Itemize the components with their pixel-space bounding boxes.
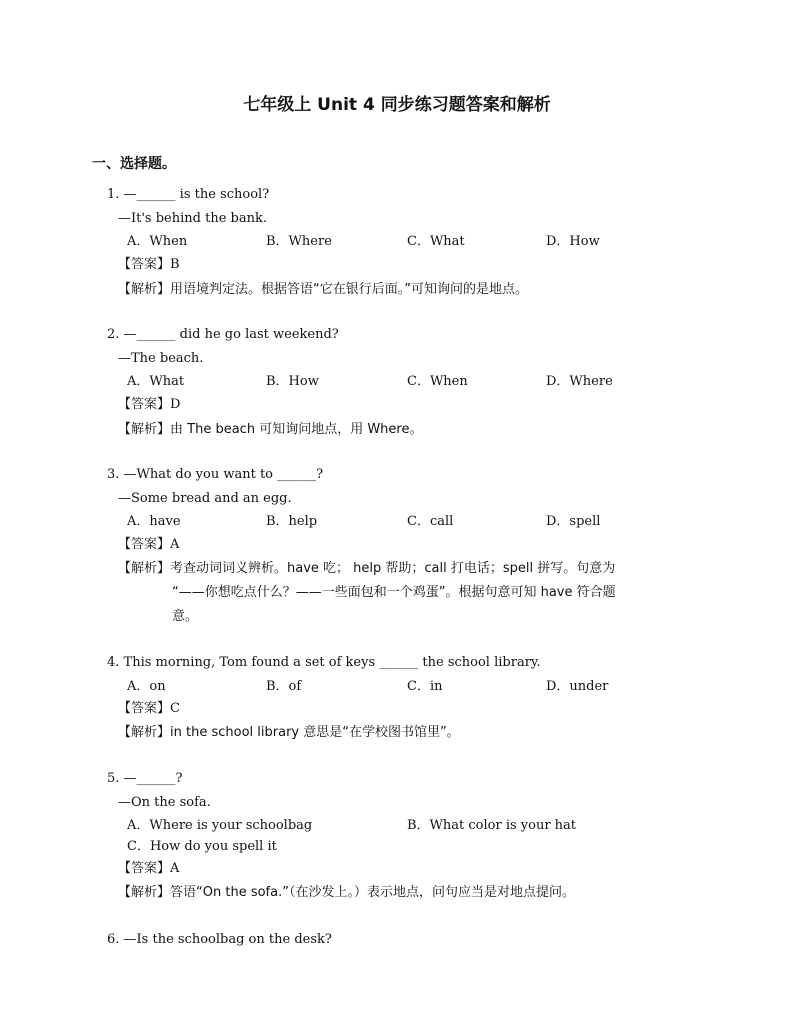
question-stem: 4. This morning, Tom found a set of keys ______ the school library.: [107, 655, 541, 670]
answer-tag: 【答案】: [118, 397, 171, 412]
answer-value: C: [170, 701, 180, 716]
analysis-tag: 【解析】: [118, 725, 171, 740]
analysis-line: [118, 278, 708, 302]
analysis-text-line-1: 考查动词词义辨析。have 吃； help 帮助；call 打电话；spell 拼写。句意为: [170, 561, 616, 576]
option-b: B．Where: [266, 234, 332, 249]
answer-value: D: [170, 397, 181, 412]
analysis-tag: 【解析】: [118, 282, 171, 297]
option-d: D．How: [546, 234, 600, 249]
question-stem: 1. —______ is the school?: [107, 187, 270, 202]
option-c: C．in: [407, 679, 443, 694]
question-stem: 2. —______ did he go last weekend?: [107, 327, 339, 342]
analysis-text: 由 The beach 可知询问地点，用 Where。: [170, 422, 423, 437]
analysis-line: [118, 418, 708, 442]
question-stem: 3. —What do you want to ______?: [107, 467, 324, 482]
analysis-text-line-2: “——你想吃点什么？——一些面包和一个鸡蛋”。根据句意可知 have 符合题: [172, 585, 616, 600]
answer-value: A: [170, 861, 180, 876]
option-a: A．What: [127, 374, 185, 389]
option-d: D．Where: [546, 374, 613, 389]
option-b: B．help: [266, 514, 318, 529]
option-b: B．How: [266, 374, 319, 389]
option-a: A．on: [127, 679, 166, 694]
answer-value: A: [170, 537, 180, 552]
question-reply: —On the sofa.: [118, 795, 211, 810]
answer-line: [118, 700, 180, 718]
question-reply: —It's behind the bank.: [118, 211, 267, 226]
option-a: A．Where is your schoolbag: [127, 818, 313, 833]
option-c: C．call: [407, 514, 454, 529]
analysis-line: [118, 881, 708, 905]
analysis-tag: 【解析】: [118, 885, 171, 900]
analysis-text: 答语“On the sofa.”（在沙发上。）表示地点，问句应当是对地点提问。: [170, 885, 575, 900]
option-c: C．What: [407, 234, 465, 249]
answer-tag: 【答案】: [118, 861, 171, 876]
question-stem: 5. —______?: [107, 771, 183, 786]
question-reply: —The beach.: [118, 351, 204, 366]
answer-line: [118, 536, 179, 554]
answer-value: B: [170, 257, 180, 272]
option-d: D．spell: [546, 514, 601, 529]
answer-tag: 【答案】: [118, 257, 171, 272]
section-heading: 一、选择题。: [92, 156, 176, 172]
page-title: 七年级上 Unit 4 同步练习题答案和解析: [243, 95, 551, 115]
analysis-line: [118, 721, 708, 745]
answer-line: [118, 256, 180, 274]
analysis-text: in the school library 意思是“在学校图书馆里”。: [170, 725, 460, 740]
answer-line: [118, 396, 180, 414]
analysis-block: [118, 557, 708, 629]
option-c: C．When: [407, 374, 468, 389]
analysis-tag: 【解析】: [118, 561, 171, 576]
option-b: B．What color is your hat: [407, 818, 577, 833]
question-stem: 6. —Is the schoolbag on the desk?: [107, 932, 332, 947]
option-d: D．under: [546, 679, 609, 694]
option-a: A．have: [127, 514, 181, 529]
analysis-text-line-3: 意。: [172, 609, 199, 624]
answer-line: [118, 860, 179, 878]
analysis-tag: 【解析】: [118, 422, 171, 437]
option-a: A．When: [127, 234, 188, 249]
option-c: C．How do you spell it: [127, 839, 277, 854]
answer-tag: 【答案】: [118, 537, 171, 552]
answer-tag: 【答案】: [118, 701, 171, 716]
option-b: B．of: [266, 679, 302, 694]
question-reply: —Some bread and an egg.: [118, 491, 292, 506]
analysis-text: 用语境判定法。根据答语“它在银行后面。”可知询问的是地点。: [170, 282, 528, 297]
